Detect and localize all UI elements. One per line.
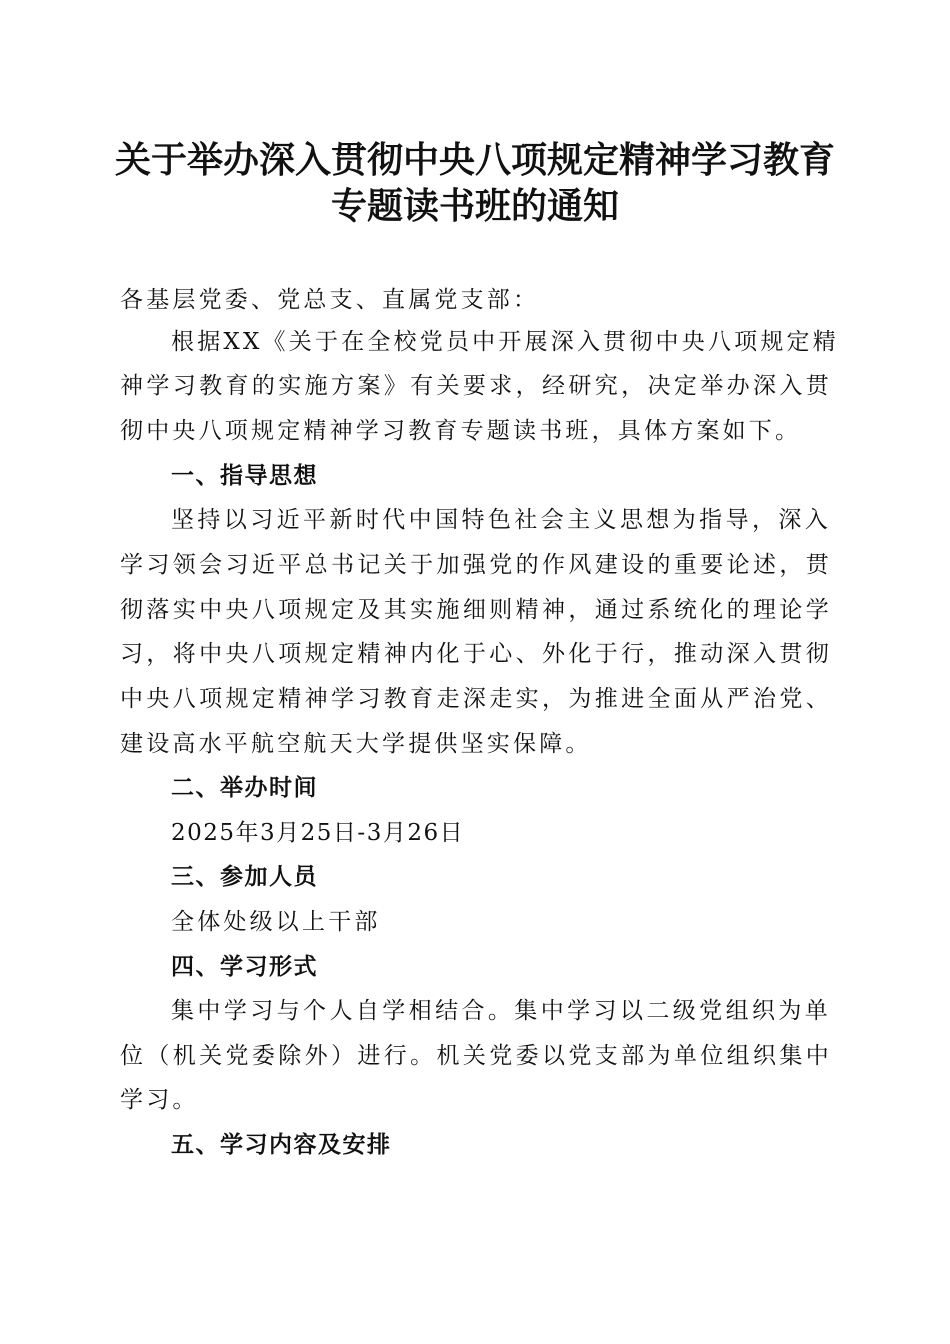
section1-line-2: 学习领会习近平总书记关于加强党的作风建设的重要论述，贯 <box>120 552 832 578</box>
section4-line-3: 学习。 <box>120 1087 199 1113</box>
section-heading-participants: 三、参加人员 <box>171 864 318 890</box>
section1-line-3: 彻落实中央八项规定及其实施细则精神，通过系统化的理论学 <box>120 597 832 623</box>
document-title-line-1: 关于举办深入贯彻中央八项规定精神学习教育 <box>114 139 835 181</box>
section1-line-1: 坚持以习近平新时代中国特色社会主义思想为指导，深入 <box>171 507 831 533</box>
section4-line-1: 集中学习与个人自学相结合。集中学习以二级党组织为单 <box>171 998 831 1024</box>
section1-line-6: 建设高水平航空航天大学提供坚实保障。 <box>120 731 592 757</box>
intro-line-3: 彻中央八项规定精神学习教育专题读书班，具体方案如下。 <box>120 418 802 444</box>
section-heading-study-format: 四、学习形式 <box>171 954 318 980</box>
participants-text: 全体处级以上干部 <box>171 909 381 935</box>
section1-line-5: 中央八项规定精神学习教育走深走实，为推进全面从严治党、 <box>120 686 832 712</box>
section-heading-content-schedule: 五、学习内容及安排 <box>171 1132 392 1158</box>
section-heading-time: 二、举办时间 <box>171 775 318 801</box>
section1-line-4: 习，将中央八项规定精神内化于心、外化于行，推动深入贯彻 <box>120 641 832 667</box>
event-dates: 2025年3月25日-3月26日 <box>171 820 465 846</box>
section4-line-2: 位（机关党委除外）进行。机关党委以党支部为单位组织集中 <box>120 1043 832 1069</box>
intro-line-2: 神学习教育的实施方案》有关要求，经研究，决定举办深入贯 <box>120 373 832 399</box>
intro-line-1: 根据XX《关于在全校党员中开展深入贯彻中央八项规定精 <box>171 329 839 355</box>
document-title-line-2: 专题读书班的通知 <box>330 185 619 227</box>
salutation: 各基层党委、党总支、直属党支部： <box>120 287 540 313</box>
section-heading-guiding-thought: 一、指导思想 <box>171 463 318 489</box>
